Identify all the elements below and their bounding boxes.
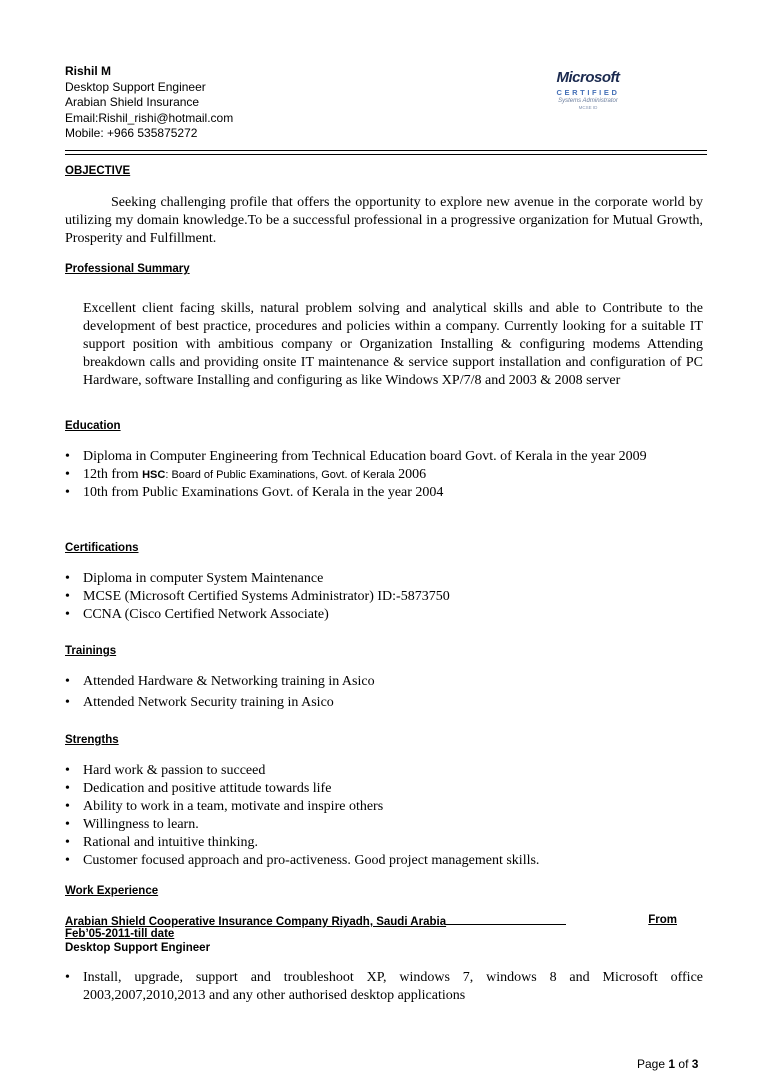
list-item: • Install, upgrade, support and troubleshoot XP, windows 7, windows 8 and Microsoft office 2003,2007,2010,2013 and any other authorised desktop applications — [65, 970, 703, 1003]
list-item: • Attended Hardware & Networking training in Asico — [65, 674, 375, 689]
list-item: • Ability to work in a team, motivate and inspire others — [65, 799, 384, 814]
candidate-name: Rishil M — [65, 64, 112, 78]
summary-heading: Professional Summary — [65, 263, 190, 275]
list-item: • Customer focused approach and pro-activeness. Good project management skills. — [65, 853, 540, 868]
certifications-list — [65, 570, 703, 624]
education-heading: Education — [65, 420, 121, 432]
list-item: • Diploma in Computer Engineering from Technical Education board Govt. of Kerala in the year 2009 — [65, 449, 647, 464]
list-item: • Rational and intuitive thinking. — [65, 835, 258, 850]
microsoft-certified-logo — [548, 70, 628, 111]
list-item: • Dedication and positive attitude towards life — [65, 781, 332, 796]
list-item: • MCSE (Microsoft Certified Systems Administrator) ID:-5873750 — [65, 589, 450, 604]
list-item: • Diploma in computer System Maintenance — [65, 571, 324, 586]
objective-heading: OBJECTIVE — [65, 165, 131, 177]
list-item: • Hard work & passion to succeed — [65, 763, 266, 778]
list-item: • Attended Network Security training in Asico — [65, 695, 334, 710]
candidate-company: Arabian Shield Insurance — [65, 95, 200, 109]
strengths-heading: Strengths — [65, 734, 119, 746]
work-duties-list — [65, 969, 703, 1005]
header-divider-thick — [65, 150, 707, 151]
candidate-title: Desktop Support Engineer — [65, 79, 206, 94]
list-item: • CCNA (Cisco Certified Network Associate) — [65, 607, 329, 622]
trainings-heading: Trainings — [65, 645, 117, 657]
work-from-label: From — [648, 914, 677, 926]
objective-text: Seeking challenging profile that offers the opportunity to explore new avenue in the corporate world by utilizing my domain knowledge.To be a successful professional in a progressive organization for Mutual Growth, Prosperity and Fulfillment. — [65, 195, 703, 246]
logo-id: MCSE ID — [578, 105, 598, 110]
page-number: Page 1 of 3 — [637, 1057, 699, 1071]
work-company: Arabian Shield Cooperative Insurance Company Riyadh, Saudi Arabia — [65, 916, 447, 928]
education-list — [65, 448, 703, 502]
contact-header — [65, 64, 233, 142]
header-divider-thin — [65, 154, 707, 155]
list-item: • Willingness to learn. — [65, 817, 199, 832]
list-item: • 10th from Public Examinations Govt. of Kerala in the year 2004 — [65, 485, 444, 500]
logo-subtitle: Systems Administrator — [558, 98, 618, 104]
work-company-underline — [446, 913, 566, 925]
work-dates: Feb’05-2011-till date — [65, 928, 175, 940]
work-experience-heading: Work Experience — [65, 885, 159, 897]
logo-brand: Microsoft — [556, 69, 620, 86]
summary-text: Excellent client facing skills, natural problem solving and analytical skills and able to Contribute to the development of best practice, procedures and policies within a company. Currently looking for a suitable IT support position with ambitious company or Organization Installing & configuring modems Attending breakdown calls and providing onsite IT maintenance & service support installation and configuration of PC Hardware, software Installing and configuring as like Windows XP/7/8 and 2003 & 2008 server — [83, 301, 703, 388]
trainings-list — [65, 673, 703, 712]
certifications-heading: Certifications — [65, 542, 139, 554]
strengths-list — [65, 762, 703, 870]
work-role: Desktop Support Engineer — [65, 942, 211, 954]
logo-certified: CERTIFIED — [556, 88, 620, 97]
candidate-email: Email:Rishil_rishi@hotmail.com — [65, 110, 234, 125]
candidate-mobile: Mobile: +966 535875272 — [65, 126, 198, 140]
list-item: • 12th from HSC: Board of Public Examinations, Govt. of Kerala 2006 — [65, 467, 427, 482]
